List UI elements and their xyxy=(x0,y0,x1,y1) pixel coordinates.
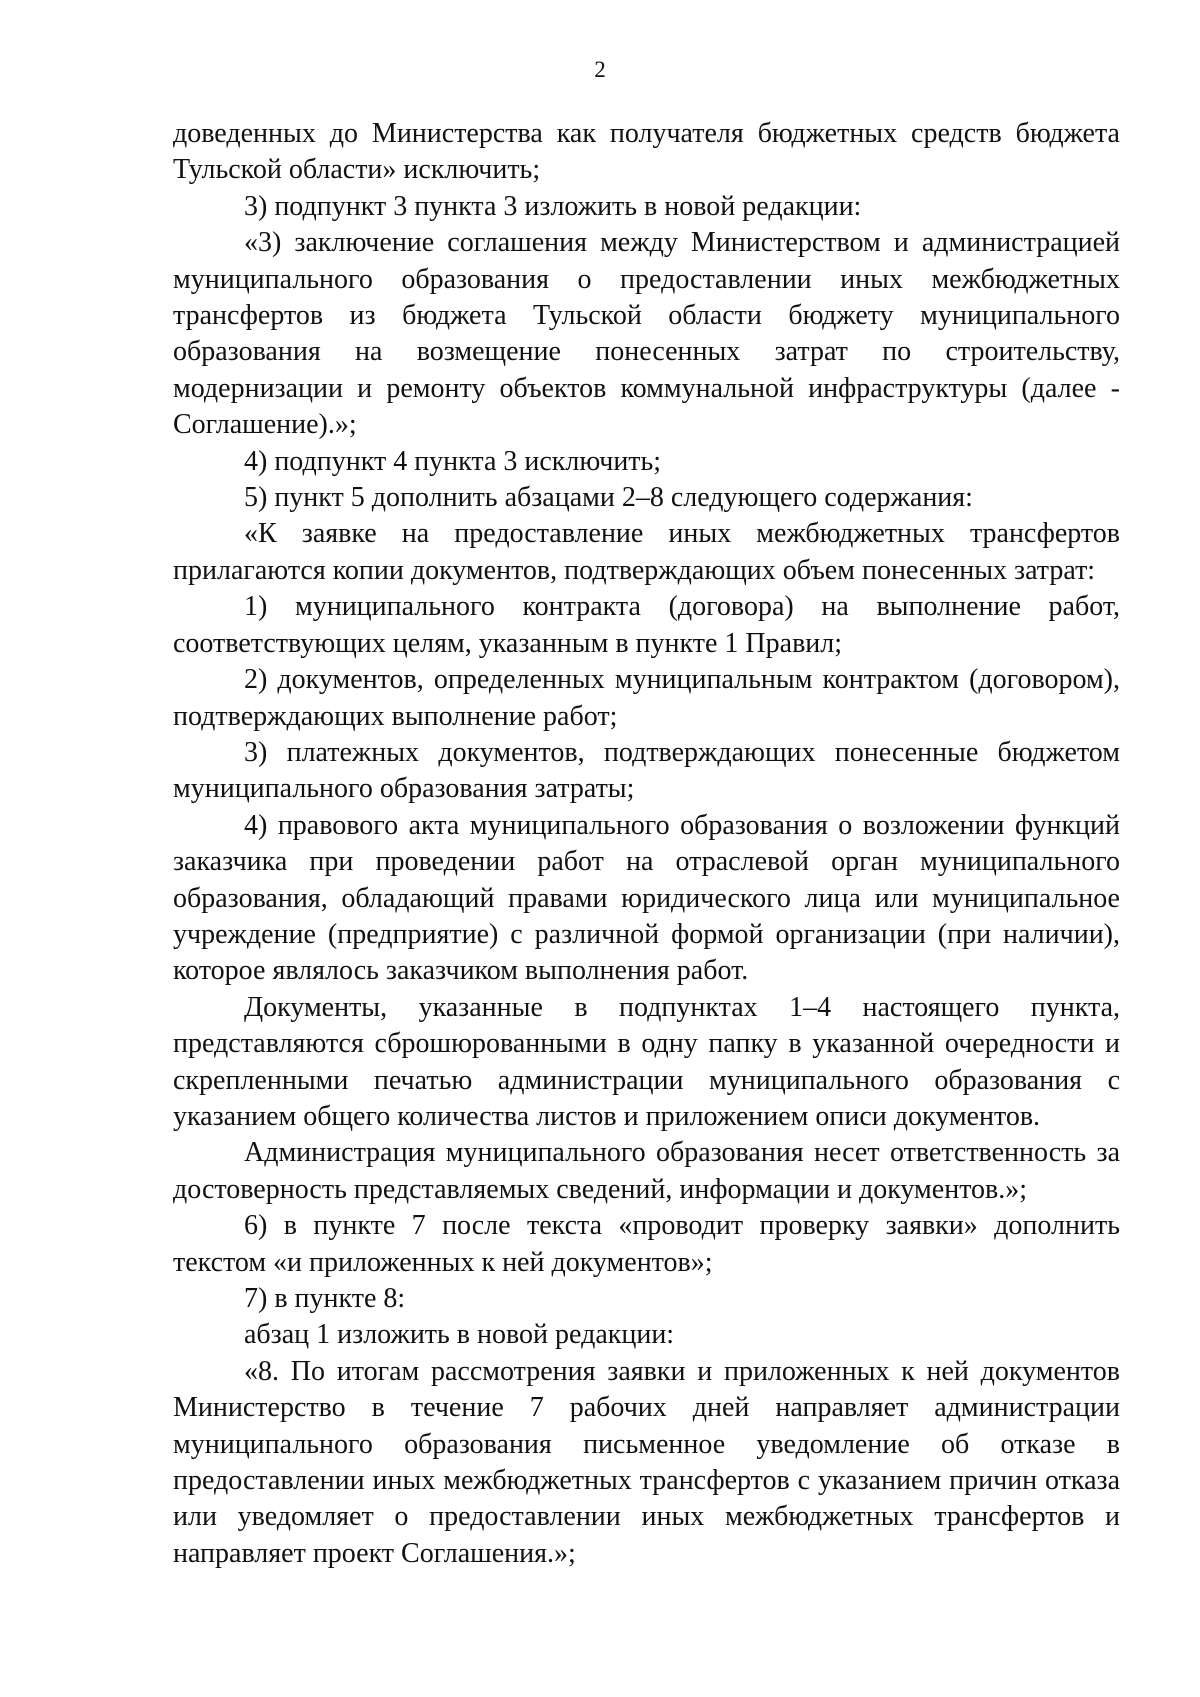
paragraph-subitem-4: 4) правового акта муниципального образования о возложении функций заказчика при проведении работ на отраслевой орган муниципального образования, обладающий правами юридического лица или муниципальное учреждение (предприятие) с различной формой организации (при наличии), которое являлось заказчиком выполнения работ. xyxy=(173,809,1120,987)
paragraph-subitem-3: 3) платежных документов, подтверждающих понесенные бюджетом муниципального образования затраты; xyxy=(173,736,1120,805)
paragraph-item-4: 4) подпункт 4 пункта 3 исключить; xyxy=(244,445,662,477)
paragraph-item-7: 7) в пункте 8: xyxy=(244,1283,406,1314)
page-number: 2 xyxy=(594,57,606,82)
document-body xyxy=(173,116,1120,1572)
paragraph-documents: Документы, указанные в подпунктах 1–4 настоящего пункта, представляются сброшюрованными в одну папку в указанной очередности и скрепленными печатью администрации муниципального образования с указанием общего количества листов и приложением описи документов. xyxy=(173,991,1120,1132)
paragraph-subitem-2: 2) документов, определенных муниципальным контрактом (договором), подтверждающих выполнение работ; xyxy=(173,664,1120,732)
paragraph-item-3-text: «3) заключение соглашения между Министерством и администрацией муниципального образования о предоставлении иных межбюджетных трансфертов из бюджета Тульской области бюджету муниципального образования на возмещение понесенных затрат по строительству, модернизации и ремонту объектов коммунальной инфраструктуры (далее - Соглашение).»; xyxy=(173,227,1120,441)
paragraph-item-5: 5) пункт 5 дополнить абзацами 2–8 следующего содержания: xyxy=(244,482,973,514)
paragraph-item-8-text: «8. По итогам рассмотрения заявки и приложенных к ней документов Министерство в течение 7 рабочих дней направляет администрации муниципального образования письменное уведомление об отказе в предоставлении иных межбюджетных трансфертов с указанием причин отказа или уведомляет о предоставлении иных межбюджетных трансфертов и направляет проект Соглашения.»; xyxy=(173,1355,1120,1569)
paragraph-continuation: доведенных до Министерства как получателя бюджетных средств бюджета Тульской области» исключить; xyxy=(173,118,1120,186)
paragraph-abzac-1: абзац 1 изложить в новой редакции: xyxy=(244,1319,675,1351)
paragraph-administration-responsibility: Администрация муниципального образования несет ответственность за достоверность представляемых сведений, информации и документов.»; xyxy=(173,1137,1120,1205)
paragraph-application-attachments: «К заявке на предоставление иных межбюджетных трансфертов прилагаются копии документов, подтверждающих объем понесенных затрат: xyxy=(173,518,1120,586)
paragraph-item-3: 3) подпункт 3 пункта 3 изложить в новой редакции: xyxy=(244,190,862,222)
paragraph-subitem-1: 1) муниципального контракта (договора) на выполнение работ, соответствующих целям, указанным в пункте 1 Правил; xyxy=(173,591,1120,659)
paragraph-item-6: 6) в пункте 7 после текста «проводит проверку заявки» дополнить текстом «и приложенных к ней документов»; xyxy=(173,1210,1120,1278)
